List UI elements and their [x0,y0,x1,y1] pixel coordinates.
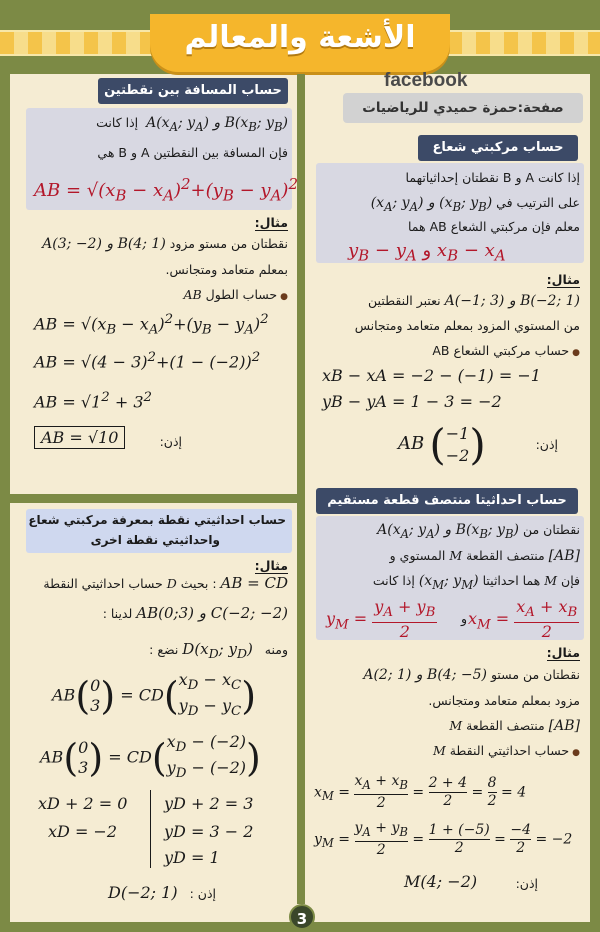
system-separator [150,790,151,868]
midpoint-def-line3: فإن M هما احداثيتا ($x_M$; $y_M$) إذا كانت [372,573,580,592]
midpoint-calc-x: $x_M$ = $x_A + x_B$ 2 = 2 + 4 2 = 8 2 = 4 [314,773,527,811]
point-example-label: مثال: [254,558,288,573]
midpoint-task: ● حساب احداثيتي النقطة M [433,743,580,758]
components-then: إذن: [535,437,558,452]
components-def-line1: إذا كانت A و B نقطتان إحداثياتهما [405,170,580,185]
distance-example-line2: بمعلم متعامد ومتجانس. [165,262,288,277]
distance-step3: AB = $√1^2 + 3^2$ [34,390,152,412]
point-given: C(−2; −2) و AB(0;3) لدينا : [102,604,288,622]
midpoint-example-line3: [AB] منتصف القطعة M [449,718,580,734]
midpoint-def-line2: [AB] منتصف القطعة M المستوي و [389,548,580,564]
midpoint-heading: حساب احداثيتا منتصف قطعة مستقيم [316,488,578,514]
point-result: D(−2; 1) [108,883,178,902]
vertical-divider [297,74,305,904]
point-system-x1: xD + 2 = 0 [38,794,128,813]
page-number: 3 [289,904,315,930]
components-example-label: مثال: [546,272,580,287]
facebook-page-name: صفحة:حمزة حميدي للرياضيات [343,93,583,123]
components-step2: yB − yA = 1 − 3 = −2 [322,392,502,411]
point-example-line1: AB = CD : بحيث D حساب احداثيتي النقطة [43,574,288,592]
distance-example-label: مثال: [254,215,288,230]
point-heading-line1: حساب احداثيتي نقطة بمعرفة مركبتي شعاع [28,513,286,527]
point-system-y1: yD + 2 = 3 [164,794,254,813]
distance-step2: AB = $√(4 - 3)^2+(1 - (-2))^2$ [34,350,261,372]
facebook-brand: facebook [384,70,468,91]
components-result: AB (−1 −2) [398,420,486,469]
page-title: الأشعة والمعالم [184,20,416,55]
point-then: إذن : [189,886,216,901]
point-let: ومنه $D(x_D$; $y_D$) نضع : [149,640,288,661]
point-equation1: AB(0 $3) = CD(x_D - x_C$ $y_D - y_C$) [52,670,257,720]
midpoint-def-line1: نقطتان من $B(x_B$; $y_B$) و $A(x_A$; $y_A$) [377,522,580,541]
distance-heading: حساب المسافة بين نقطتين [98,78,288,104]
point-system-y3: yD = 1 [164,848,220,867]
components-def-line2: على الترتيب في ($x_B$; $y_B$) و ($x_A$; $y_A$) [370,195,580,214]
point-heading-line2: واحداثيتي نقطة اخرى [90,533,220,547]
midpoint-example-line1: نقطتان من مستو B(4; −5) و A(2; 1) [363,667,580,683]
midpoint-calc-y: $y_M$ = $y_A + y_B$ 2 = 1 + (−5) 2 = −4 2 = −2 [314,820,573,858]
components-example-line1: B(−2; 1) و A(−1; 3) نعتبر النقطتين [368,293,580,309]
components-step1: xB − xA = −2 − (−1) = −1 [322,366,541,385]
midpoint-then: إذن: [515,876,538,891]
midpoint-example-line2: مزود بمعلم متعامد ومتجانس. [428,693,580,708]
components-def-line3: معلم فإن مركبتي الشعاع AB هما [407,219,580,234]
midpoint-result: M(4; −2) [404,872,478,891]
distance-result: AB = √10 [34,428,125,447]
components-heading: حساب مركبتي شعاع [418,135,578,161]
components-formula: $y_B - y_A$ و $x_B - x_A$ [348,240,506,265]
midpoint-and: و [460,611,467,626]
midpoint-example-label: مثال: [546,645,580,660]
horizontal-divider [10,494,298,503]
distance-def-line2: فإن المسافة بين النقطتين A و B هي [97,145,288,160]
distance-task: ● حساب الطول AB [183,287,288,302]
distance-then: إذن: [159,434,182,449]
components-task: ● حساب مركبتي الشعاع AB [432,343,580,358]
midpoint-formula-x: $x_M$ = $\frac{x_A + x_B}{2}$ [468,597,578,642]
point-equation2: AB(0 $3) = CD(x_D - (-2)$ $y_D - (-2)$) [40,732,261,782]
midpoint-formula-y: $y_M$ = $\frac{y_A + y_B}{2}$ [326,597,436,642]
point-system-y2: yD = 3 − 2 [164,822,254,841]
distance-example-line1: نقطتان من مستو مزود B(4; 1) و A(3; −2) [42,236,288,252]
components-example-line2: من المستوي المزود بمعلم متعامد ومتجانس [354,318,580,333]
distance-step1: AB = $√(x_B - x_A)^2+(y_B - y_A)^2$ [34,312,269,338]
point-system-x2: xD = −2 [48,822,118,841]
distance-formula: AB = $√(x_B - x_A)^2+(y_B - y_A)^2$ [34,175,298,205]
distance-def-line1: $B(x_B$; $y_B$) و $A(x_A$; $y_A$) إذا كانت [96,115,288,134]
